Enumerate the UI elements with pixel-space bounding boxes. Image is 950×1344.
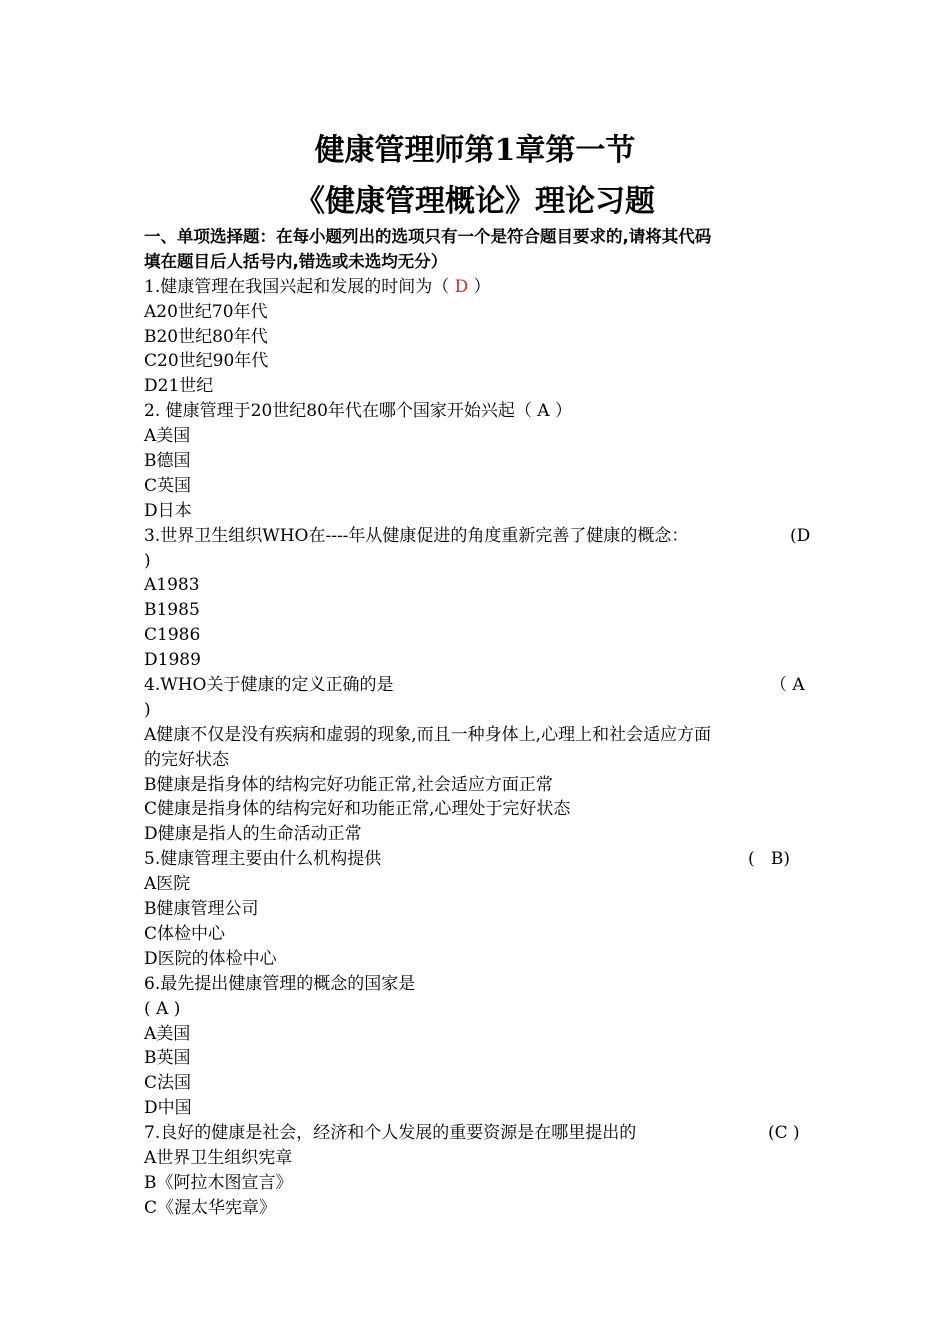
answer: （ A [770, 675, 805, 696]
option: D医院的体检中心 [144, 948, 277, 969]
answer-close: ) [144, 699, 151, 720]
title-line-1: 健康管理师第1章第一节 [314, 133, 636, 168]
option: C1986 [144, 625, 201, 646]
option: C英国 [144, 475, 192, 496]
question-text: 6.最先提出健康管理的概念的国家是 [144, 973, 416, 994]
option: B英国 [144, 1048, 191, 1069]
answer: ( B) [748, 849, 790, 870]
option: D1989 [144, 650, 201, 671]
question-text: 3.世界卫生组织WHO在----年从健康促进的角度重新完善了健康的概念： [144, 525, 689, 546]
option: C20世纪90年代 [144, 351, 269, 372]
question-1 [144, 275, 814, 300]
option: A健康不仅是没有疾病和虚弱的现象,而且一种身体上,心理上和社会适应方面 [144, 724, 712, 745]
option: D21世纪 [144, 376, 214, 397]
option: A美国 [144, 1023, 191, 1044]
option: B德国 [144, 451, 191, 472]
answer-close: ） [468, 276, 491, 297]
answer: D [454, 276, 469, 297]
option: B20世纪80年代 [144, 326, 268, 347]
option: B健康管理公司 [144, 899, 259, 920]
answer: (C ) [768, 1123, 800, 1144]
question-5 [144, 847, 814, 872]
question-7 [144, 1121, 814, 1146]
option: C法国 [144, 1073, 192, 1094]
option: B健康是指身体的结构完好功能正常,社会适应方面正常 [144, 774, 553, 795]
answer-close: ) [144, 550, 151, 571]
question-text: 7.良好的健康是社会，经济和个人发展的重要资源是在哪里提出的 [144, 1123, 637, 1144]
option: A医院 [144, 874, 191, 895]
answer: (D [790, 525, 811, 546]
option: A1983 [144, 575, 200, 596]
option: A世界卫生组织宪章 [144, 1147, 293, 1168]
option: C《渥太华宪章》 [144, 1197, 277, 1218]
option: C健康是指身体的结构完好和功能正常,心理处于完好状态 [144, 799, 571, 820]
option: C体检中心 [144, 923, 226, 944]
question-4 [144, 673, 814, 698]
question-text: 5.健康管理主要由什么机构提供 [144, 849, 382, 870]
document-body [144, 225, 814, 1221]
option: A20世纪70年代 [144, 301, 268, 322]
option: B1985 [144, 600, 200, 621]
option: D日本 [144, 500, 192, 521]
option: 的完好状态 [144, 749, 229, 770]
option: D健康是指人的生命活动正常 [144, 824, 362, 845]
section-heading: 一、单项选择题：在每小题列出的选项只有一个是符合题目要求的,请将其代码 [144, 227, 712, 246]
option: D中国 [144, 1098, 192, 1119]
section-heading: 填在题目后人括号内,错选或未选均无分） [144, 251, 448, 271]
question-6 [144, 972, 814, 997]
option: B《阿拉木图宣言》 [144, 1172, 293, 1193]
title-line-2: 《健康管理概论》理论习题 [295, 184, 655, 219]
option: A美国 [144, 426, 191, 447]
question-text: 1.健康管理在我国兴起和发展的时间为（ [144, 276, 455, 297]
question-text: 2. 健康管理于20世纪80年代在哪个国家开始兴起（ A ） [144, 401, 572, 422]
question-text: 4.WHO关于健康的定义正确的是 [144, 675, 394, 696]
answer: ( A ) [144, 998, 181, 1019]
question-2 [144, 399, 814, 424]
question-3 [144, 524, 814, 549]
